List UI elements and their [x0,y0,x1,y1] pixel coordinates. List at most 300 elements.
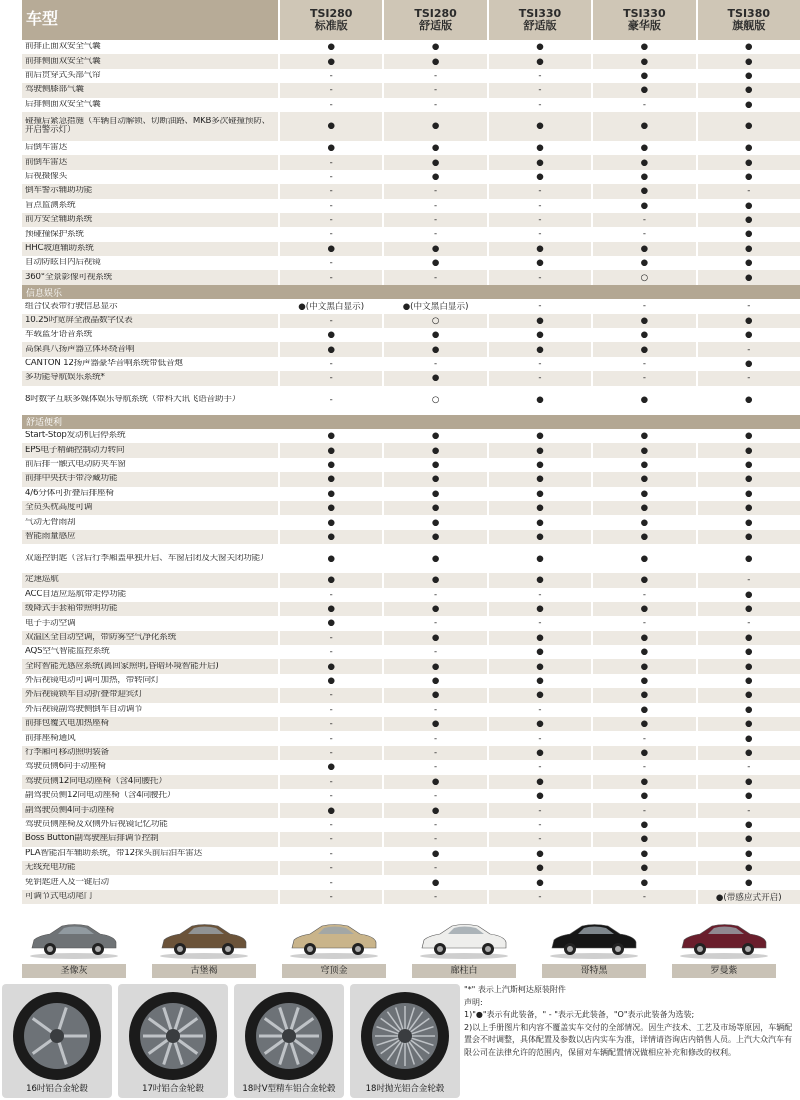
table-row [22,847,800,861]
feature-value: ● [278,760,382,774]
car-icon [678,916,770,960]
trim-model: TSI280 [309,7,353,20]
feature-name: 碰撞后紧急措施（车辆自动解锁、切断油路、MKB多次碰撞预防、开启警示灯） [25,116,270,136]
feature-value: ● [382,501,486,515]
table-row [22,818,800,832]
feature-value: ● [487,544,591,573]
table-row [22,386,800,415]
feature-name: 组合仪表带行驶信息显示 [25,301,118,311]
feature-value: ● [696,861,800,875]
feature-value: ● [696,602,800,616]
feature-value: ● [278,458,382,472]
wheel-tile [234,984,344,1098]
feature-value: ● [696,818,800,832]
feature-value: - [278,184,382,198]
feature-value: - [382,832,486,846]
feature-name: 多功能导航娱乐系统* [25,373,105,383]
feature-value: ● [696,429,800,443]
feature-value: ● [382,659,486,673]
feature-value: ● [487,458,591,472]
feature-name: 智能雨量感应 [25,531,76,541]
feature-value: ● [278,659,382,673]
table-header [22,0,800,40]
feature-value: ● [382,141,486,155]
feature-value: ● [696,443,800,457]
table-row [22,83,800,97]
feature-name: 双温区全自动空调，带防雾空气净化系统 [25,632,177,642]
note-line: 1)"●"表示有此装备，" - "表示无此装备，"O"表示此装备为选装; [464,1010,695,1019]
trim-model: TSI280 [414,7,457,20]
feature-value: ● [591,544,695,573]
trim-model: TSI380 [727,7,770,20]
feature-value: ● [591,184,695,198]
feature-name: PLA智能泊车辅助系统，带12探头前后泊车雷达 [25,848,203,858]
feature-value: ● [591,342,695,356]
wheel-name: 18吋V型精车铝合金轮毂 [242,1084,336,1094]
feature-value: ● [591,199,695,213]
feature-value: ● [487,688,591,702]
feature-value: ● [591,112,695,141]
feature-value: ● [487,789,591,803]
trim-grade: 舒适版 [523,19,557,32]
feature-value: - [487,98,591,112]
car-icon [548,916,640,960]
feature-name: 8吋数字互联多媒体娱乐导航系统（带科大讯飞语音助手） [25,395,241,405]
car-icon [418,916,510,960]
feature-value: ● [278,342,382,356]
feature-value: ● [591,155,695,169]
feature-name: 后排侧面双安全气囊 [25,99,101,109]
table-row [22,588,800,602]
feature-value: - [382,861,486,875]
feature-value: ● [591,515,695,529]
feature-value: - [278,270,382,284]
trim-column-4 [591,0,695,40]
feature-value: ● [696,530,800,544]
feature-name: 前排正面双安全气囊 [25,42,101,52]
table-row [22,573,800,587]
feature-value: - [591,760,695,774]
feature-name: 后倒车雷达 [25,143,67,153]
wheel-icon [241,990,337,1082]
feature-value: ● [382,602,486,616]
feature-value: - [487,227,591,241]
feature-value: ● [487,487,591,501]
feature-value: - [278,155,382,169]
section-header: 信息娱乐 [22,285,800,299]
trim-model: TSI330 [623,7,666,20]
feature-value: ● [487,429,591,443]
feature-value: - [278,199,382,213]
notes-block [464,984,794,1100]
feature-value: ● [382,515,486,529]
feature-value: ○ [382,386,486,415]
table-row [22,155,800,169]
feature-value: ● [278,40,382,54]
feature-value: ● [696,141,800,155]
feature-value: ● [591,501,695,515]
feature-name: 自动防眩目内后视镜 [25,258,101,268]
wheel-name: 18吋抛光铝合金轮毂 [365,1084,445,1094]
feature-value: ● [382,328,486,342]
feature-value: ● [696,789,800,803]
feature-value: - [487,890,591,904]
trim-column-3 [487,0,591,40]
feature-value: ● [487,54,591,68]
feature-name: 盲点监测系统 [25,200,76,210]
feature-value: ● [382,242,486,256]
table-row [22,227,800,241]
feature-value: ● [591,170,695,184]
feature-value: ● [696,544,800,573]
feature-value: - [382,213,486,227]
table-row [22,861,800,875]
feature-value: - [278,98,382,112]
feature-value: ● [278,472,382,486]
feature-value: - [382,270,486,284]
feature-value: - [591,213,695,227]
car-icon [28,916,120,960]
feature-name: 前后排一触式电动防夹车窗 [25,460,126,470]
feature-value: ● [696,54,800,68]
feature-value: ● [591,314,695,328]
feature-value: ● [696,731,800,745]
feature-value: ● [591,861,695,875]
feature-value: ● [696,688,800,702]
feature-value: ● [487,155,591,169]
feature-name: 高保真八扬声器立体环绕音响 [25,344,135,354]
feature-value: ● [382,371,486,385]
feature-value: - [382,83,486,97]
feature-name: 4/6分体可折叠后排座椅 [25,488,114,498]
feature-value: - [487,299,591,313]
feature-name: 副驾驶员侧12向电动座椅（含4向腰托） [25,791,176,801]
feature-name: 驾驶侧膝部气囊 [25,85,84,95]
car-icon [158,916,250,960]
feature-value: ● [382,487,486,501]
feature-value: - [278,357,382,371]
feature-name: 前排座椅通风 [25,733,76,743]
feature-name: 全时智能光感应系统(离回家照明,昏暗环境智能开启) [25,661,219,671]
feature-value: ● [696,40,800,54]
table-row [22,746,800,760]
feature-value: ● [696,501,800,515]
feature-value: ● [487,717,591,731]
color-swatch [282,912,386,982]
feature-value: - [382,645,486,659]
feature-value: ● [382,688,486,702]
feature-name: 前排侧面双安全气囊 [25,56,101,66]
table-row [22,832,800,846]
table-row [22,544,800,573]
feature-value: ● [696,703,800,717]
color-name: 古堡褐 [152,964,256,978]
feature-name: 前后贯穿式头部气帘 [25,71,101,81]
wheel-name: 16吋铝合金轮毂 [26,1084,88,1094]
feature-value: ● [696,112,800,141]
feature-value: ● [696,832,800,846]
feature-value: ● [591,775,695,789]
feature-value: ● [487,847,591,861]
feature-value: ● [487,472,591,486]
feature-value: - [591,98,695,112]
feature-value: - [696,184,800,198]
feature-value: ● [382,847,486,861]
table-row [22,69,800,83]
feature-value: ● [591,847,695,861]
feature-value: - [487,213,591,227]
feature-name: 360°全景影像可视系统 [25,272,113,282]
feature-value: - [487,731,591,745]
feature-value: - [382,616,486,630]
table-row [22,40,800,54]
feature-value: ● [591,602,695,616]
feature-value: ● [487,501,591,515]
color-swatches [22,912,800,982]
feature-value: ● [487,342,591,356]
feature-value: - [591,357,695,371]
feature-value: ● [696,717,800,731]
feature-value: ● [591,875,695,889]
feature-value: ● [591,818,695,832]
feature-value: ● [278,573,382,587]
feature-value: - [591,890,695,904]
wheel-tile [118,984,228,1098]
feature-value: - [696,616,800,630]
feature-value: - [278,386,382,415]
feature-value: ● [696,83,800,97]
feature-value: ● [278,544,382,573]
feature-value: - [591,299,695,313]
feature-value: ○ [382,314,486,328]
feature-name: 倒车警示辅助功能 [25,186,93,196]
table-row [22,803,800,817]
feature-value: ● [487,674,591,688]
feature-value: - [382,760,486,774]
feature-value: ● [487,645,591,659]
feature-value: ● [696,155,800,169]
feature-value: - [278,170,382,184]
car-icon [288,916,380,960]
feature-name: 缓降式手套箱带照明功能 [25,604,118,614]
table-row [22,616,800,630]
feature-value: ●(带感应式开启) [696,890,800,904]
feature-name: 全员头枕高度可调 [25,503,93,513]
feature-name: 前方安全辅助系统 [25,215,93,225]
feature-name: EPS电子精确控制动力转向 [25,445,125,455]
table-row [22,98,800,112]
feature-value: ● [696,386,800,415]
feature-name: 外后视镜电动可调可加热，带转向灯 [25,676,160,686]
feature-value: - [278,775,382,789]
feature-value: ● [278,530,382,544]
table-row [22,659,800,673]
feature-name: 副驾驶员侧4向手动座椅 [25,805,115,815]
feature-value: ● [382,631,486,645]
feature-name: 前排中央扶手带冷藏功能 [25,474,118,484]
feature-value: - [278,890,382,904]
feature-value: ● [487,386,591,415]
feature-value: ● [382,256,486,270]
table-row [22,472,800,486]
feature-name: Start-Stop发动机启停系统 [25,431,126,441]
feature-value: ● [278,515,382,529]
feature-name: 前倒车雷达 [25,157,67,167]
feature-value: - [696,573,800,587]
feature-value: - [278,83,382,97]
feature-value: ● [591,458,695,472]
wheel-icon [9,990,105,1082]
trim-grade: 舒适版 [419,19,453,32]
feature-value: ● [487,443,591,457]
feature-value: ● [696,328,800,342]
feature-value: ● [278,674,382,688]
table-row [22,731,800,745]
feature-value: ● [591,487,695,501]
table-row [22,890,800,904]
color-name: 哥特黑 [542,964,646,978]
feature-value: ● [382,674,486,688]
color-name: 圣像灰 [22,964,126,978]
note-line: 声明: [464,997,483,1007]
feature-value: - [278,371,382,385]
feature-name: 行李厢可移动照明装备 [25,748,109,758]
feature-value: - [278,717,382,731]
feature-value: ● [382,458,486,472]
feature-value: ● [382,443,486,457]
table-body [22,40,800,904]
feature-value: - [382,588,486,602]
feature-name: 双遥控钥匙（含后行李厢盖单独开启、车窗启闭及天窗关闭功能） [25,553,269,563]
feature-value: ● [696,645,800,659]
feature-value: ● [278,54,382,68]
feature-value: - [487,357,591,371]
feature-value: ● [591,54,695,68]
feature-name: 前排包覆式电加热座椅 [25,719,109,729]
feature-value: ● [696,314,800,328]
feature-value: - [487,83,591,97]
feature-value: ● [487,573,591,587]
feature-value: ● [487,256,591,270]
table-row [22,184,800,198]
feature-value: ● [487,328,591,342]
feature-value: ● [591,688,695,702]
feature-value: - [591,616,695,630]
feature-value: ● [696,674,800,688]
table-row [22,688,800,702]
color-name: 罗曼紫 [672,964,776,978]
feature-name: 10.25吋宽屏全液晶数字仪表 [25,315,133,325]
feature-value: ● [591,674,695,688]
feature-value: - [382,69,486,83]
feature-value: ● [696,515,800,529]
feature-value: ● [696,458,800,472]
feature-value: ● [696,170,800,184]
feature-value: ● [278,429,382,443]
feature-value: - [487,703,591,717]
trim-column-2 [382,0,486,40]
color-name: 廊柱白 [412,964,516,978]
feature-value: - [591,588,695,602]
feature-value: ● [591,141,695,155]
section-header: 舒适便利 [22,415,800,429]
feature-value: - [487,270,591,284]
feature-value: - [382,731,486,745]
feature-value: - [696,371,800,385]
feature-name: 外后视镜锁车自动折叠带迎宾灯 [25,690,143,700]
wheel-icon [357,990,453,1082]
feature-value: ● [487,530,591,544]
table-row [22,515,800,529]
table-row [22,645,800,659]
feature-value: - [591,227,695,241]
feature-value: ● [696,875,800,889]
feature-value: ● [591,631,695,645]
table-row [22,775,800,789]
feature-value: ● [591,645,695,659]
feature-value: ● [382,342,486,356]
feature-value: - [487,832,591,846]
feature-value: - [487,199,591,213]
table-row [22,703,800,717]
feature-value: ● [382,875,486,889]
feature-value: ● [591,83,695,97]
wheel-name: 17吋铝合金轮毂 [142,1084,204,1094]
feature-value: ● [591,703,695,717]
feature-value: ○ [591,270,695,284]
feature-value: - [696,803,800,817]
feature-value: ● [696,213,800,227]
feature-value: - [487,616,591,630]
feature-value: - [382,98,486,112]
table-row [22,54,800,68]
feature-value: ● [278,501,382,515]
feature-value: ● [591,443,695,457]
feature-name: 驾驶员侧6向手动座椅 [25,762,106,772]
feature-value: ● [278,328,382,342]
feature-value: - [382,890,486,904]
feature-value: - [487,371,591,385]
feature-name: 外后视镜副驾驶侧倒车自动调节 [25,704,143,714]
feature-name: 无线充电功能 [25,863,76,873]
color-swatch [672,912,776,982]
feature-value: - [382,227,486,241]
feature-name: ACC自适应巡航带走停功能 [25,589,127,599]
feature-value: ● [591,69,695,83]
feature-value: - [278,731,382,745]
feature-value: - [278,703,382,717]
feature-value: - [696,342,800,356]
feature-name: HHC坡道辅助系统 [25,243,94,253]
feature-value: ● [382,573,486,587]
feature-value: ● [278,443,382,457]
table-row [22,674,800,688]
feature-value: - [487,760,591,774]
feature-value: - [278,213,382,227]
feature-value: ● [696,69,800,83]
feature-value: ● [278,803,382,817]
feature-value: - [382,818,486,832]
table-row [22,501,800,515]
wheel-options [2,984,462,1100]
feature-value: ● [487,112,591,141]
feature-value: - [696,299,800,313]
table-row [22,631,800,645]
feature-value: ● [696,847,800,861]
table-row [22,458,800,472]
feature-value: ● [696,746,800,760]
feature-value: - [278,818,382,832]
